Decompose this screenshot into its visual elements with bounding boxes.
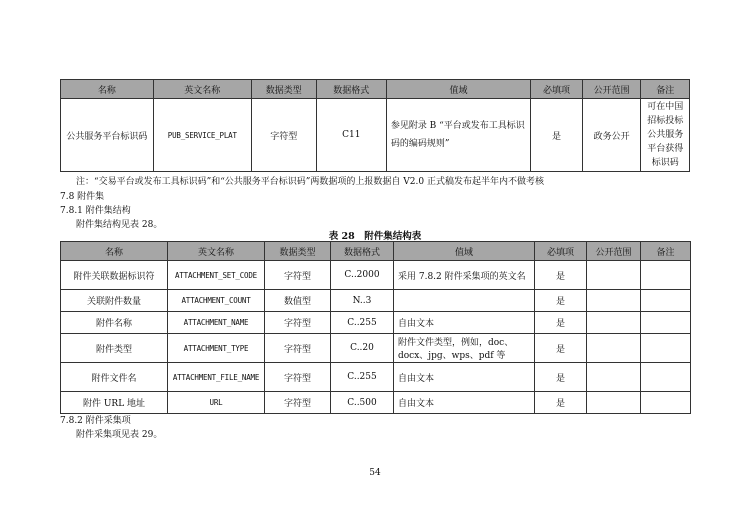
cell-en: ATTACHMENT_COUNT [168,290,265,312]
cell-name: 关联附件数量 [61,290,168,312]
cell-domain: 自由文本 [394,363,535,392]
cell-type: 字符型 [265,363,331,392]
cell-required: 是 [535,312,587,334]
cell-format: C..2000 [331,261,394,290]
cell-format: C..20 [331,334,394,363]
col-header: 英文名称 [153,80,251,99]
cell-remark [641,363,691,392]
cell-required: 是 [535,261,587,290]
table-1-header [61,80,690,99]
body-text: 附件采集项见表 29。 [76,430,163,440]
cell-required: 是 [535,334,587,363]
col-header: 备注 [641,80,690,99]
table-28-header [61,242,691,261]
cell-scope [587,334,641,363]
col-header: 名称 [61,80,154,99]
col-header: 值域 [394,242,535,261]
col-header: 必填项 [531,80,583,99]
cell-remark [641,392,691,414]
col-header: 数据格式 [331,242,394,261]
page-number: 54 [369,468,381,478]
cell-type: 字符型 [265,261,331,290]
col-header: 名称 [61,242,168,261]
cell-domain: 自由文本 [394,392,535,414]
cell-format: C..255 [331,312,394,334]
col-header: 备注 [641,242,691,261]
cell-en: PUB_SERVICE_PLAT [153,99,251,172]
cell-type: 数值型 [265,290,331,312]
col-header: 英文名称 [168,242,265,261]
col-header: 值域 [386,80,530,99]
col-header: 数据类型 [251,80,316,99]
cell-remark: 可在中国招标投标公共服务平台获得标识码 [641,99,690,172]
cell-scope: 政务公开 [582,99,641,172]
cell-domain [394,290,535,312]
subsection-heading: 7.8.2 附件采集项 [60,416,131,426]
cell-remark [641,334,691,363]
cell-en: URL [168,392,265,414]
cell-format: C..255 [331,363,394,392]
cell-required: 是 [535,363,587,392]
cell-name: 附件类型 [61,334,168,363]
cell-scope [587,312,641,334]
cell-domain: 参见附录 B “平台或发布工具标识码的编码规则” [386,99,530,172]
cell-name: 公共服务平台标识码 [61,99,154,172]
cell-name: 附件关联数据标识符 [61,261,168,290]
cell-type: 字符型 [265,312,331,334]
table-row [61,261,691,290]
cell-type: 字符型 [265,392,331,414]
cell-domain: 采用 7.8.2 附件采集项的英文名 [394,261,535,290]
table-row [61,99,690,172]
col-header: 数据格式 [316,80,386,99]
section-heading: 7.8 附件集 [60,192,105,202]
cell-scope [587,363,641,392]
cell-format: C..500 [331,392,394,414]
table-row [61,392,691,414]
cell-en: ATTACHMENT_NAME [168,312,265,334]
cell-type: 字符型 [251,99,316,172]
cell-required: 是 [535,290,587,312]
col-header: 公开范围 [587,242,641,261]
cell-en: ATTACHMENT_FILE_NAME [168,363,265,392]
col-header: 必填项 [535,242,587,261]
table-row [61,363,691,392]
col-header: 公开范围 [582,80,641,99]
cell-en: ATTACHMENT_TYPE [168,334,265,363]
body-text: 附件集结构见表 28。 [76,220,163,230]
cell-scope [587,261,641,290]
table-row [61,290,691,312]
cell-domain: 自由文本 [394,312,535,334]
table-28 [60,241,691,414]
cell-scope [587,392,641,414]
cell-name: 附件 URL 地址 [61,392,168,414]
table-note: 注：“交易平台或发布工具标识码”和“公共服务平台标识码”两数据项的上报数据自 V2.0 正式稿发布起半年内不做考核 [76,177,544,187]
table-1 [60,79,690,172]
table-row [61,334,691,363]
cell-scope [587,290,641,312]
cell-remark [641,290,691,312]
cell-required: 是 [531,99,583,172]
cell-format: N..3 [331,290,394,312]
cell-format: C11 [316,99,386,172]
cell-remark [641,312,691,334]
cell-remark [641,261,691,290]
cell-name: 附件名称 [61,312,168,334]
table-caption: 表 28 附件集结构表 [328,231,422,242]
cell-en: ATTACHMENT_SET_CODE [168,261,265,290]
cell-domain: 附件文件类型，例如，doc、docx、jpg、wps、pdf 等 [394,334,535,363]
cell-required: 是 [535,392,587,414]
cell-type: 字符型 [265,334,331,363]
table-row [61,312,691,334]
col-header: 数据类型 [265,242,331,261]
cell-name: 附件文件名 [61,363,168,392]
subsection-heading: 7.8.1 附件集结构 [60,206,131,216]
